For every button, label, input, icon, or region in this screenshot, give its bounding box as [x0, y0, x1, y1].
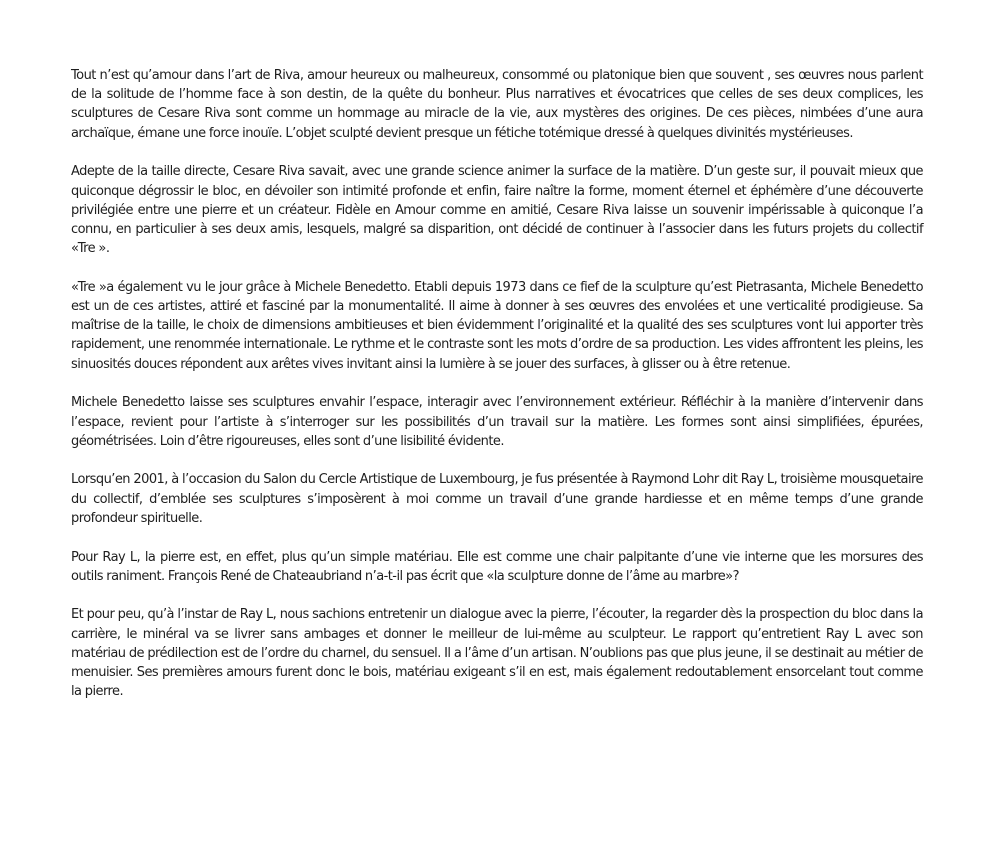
paragraph-benedetto-space: Michele Benedetto laisse ses sculptures envahir l’espace, interagir avec l’environnement extérieur. Réfléchir à la manière d’intervenir dans l’espace, revient pour l’artiste à s’interroger sur les possibilités d’un travail sur la matière. Les formes sont ainsi simplifiées, épurées, géométrisées. Loin d’être rigoureuses, elles sont d’une lisibilité évidente. — [71, 395, 923, 449]
paragraph-riva-love: Tout n’est qu’amour dans l’art de Riva, amour heureux ou malheureux, consommé ou platonique bien que souvent , ses œuvres nous parlent de la solitude de l’homme face à son destin, de la quête du bonheur. Plus narratives et évocatrices que celles de ses deux complices, les sculptures de Cesare Riva sont comme un hommage au miracle de la vie, aux mystères des origines. De ces pièces, nimbées d’une aura archaïque, émane une force inouïe. L’objet sculpté devient presque un fétiche totémique dressé à quelques divinités mystérieuses. — [71, 68, 923, 141]
paragraph-ray-l-dialogue: Et pour peu, qu’à l’instar de Ray L, nous sachions entretenir un dialogue avec la pierre, l’écouter, la regarder dès la prospection du bloc dans la carrière, le minéral va se livrer sans ambages et donner le meilleur de lui-même au sculpteur. Le rapport qu’entretient Ray L avec son matériau de prédilection est de l’ordre du charnel, du sensuel. Il a l’âme d’un artisan. N’oublions pas que plus jeune, il se destinait au métier de menuisier. Ses premières amours furent donc le bois, matériau exigeant s’il en est, mais également redoutablement ensorcelant tout comme la pierre. — [71, 607, 923, 700]
paragraph-ray-l-stone: Pour Ray L, la pierre est, en effet, plus qu’un simple matériau. Elle est comme une chair palpitante d’une vie interne que les morsures des outils raniment. François René de Chateaubriand n’a-t-il pas écrit que «la sculpture donne de l’âme au marbre»? — [71, 549, 923, 584]
paragraph-ray-l-intro: Lorsqu’en 2001, à l’occasion du Salon du Cercle Artistique de Luxembourg, je fus présentée à Raymond Lohr dit Ray L, troisième mousquetaire du collectif, d’emblée ses sculptures s’imposèrent à moi comme un travail d’une grande hardiesse et en même temps d’une grande profondeur spirituelle. — [71, 472, 923, 526]
document-body — [71, 66, 923, 701]
paragraph-riva-direct-carving: Adepte de la taille directe, Cesare Riva savait, avec une grande science animer la surface de la matière. D’un geste sur, il pouvait mieux que quiconque dégrossir le bloc, en dévoiler son intimité profonde et enfin, faire naître la forme, moment éternel et éphémère d’une découverte privilégiée entre une pierre et un créateur. Fidèle en Amour comme en amitié, Cesare Riva laisse un souvenir impérissable à quiconque l’a connu, en particulier à ses deux amis, lesquels, malgré sa disparition, ont décidé de continuer à l’associer dans les futurs projets du collectif «Tre ». — [71, 164, 923, 257]
paragraph-benedetto-intro: «Tre »a également vu le jour grâce à Michele Benedetto. Etabli depuis 1973 dans ce fief de la sculpture qu’est Pietrasanta, Michele Benedetto est un de ces artistes, attiré et fasciné par la monumentalité. Il aime à donner à ses œuvres des envolées et une verticalité prodigieuse. Sa maîtrise de la taille, le choix de dimensions ambitieuses et bien évidemment l’originalité et la qualité des ses sculptures vont lui apporter très rapidement, une renommée internationale. Le rythme et le contraste sont les mots d’ordre de sa production. Les vides affrontent les pleins, les sinuosités douces répondent aux arêtes vives invitant ainsi la lumière à se jouer des surfaces, à glisser ou à être retenue. — [71, 279, 923, 372]
